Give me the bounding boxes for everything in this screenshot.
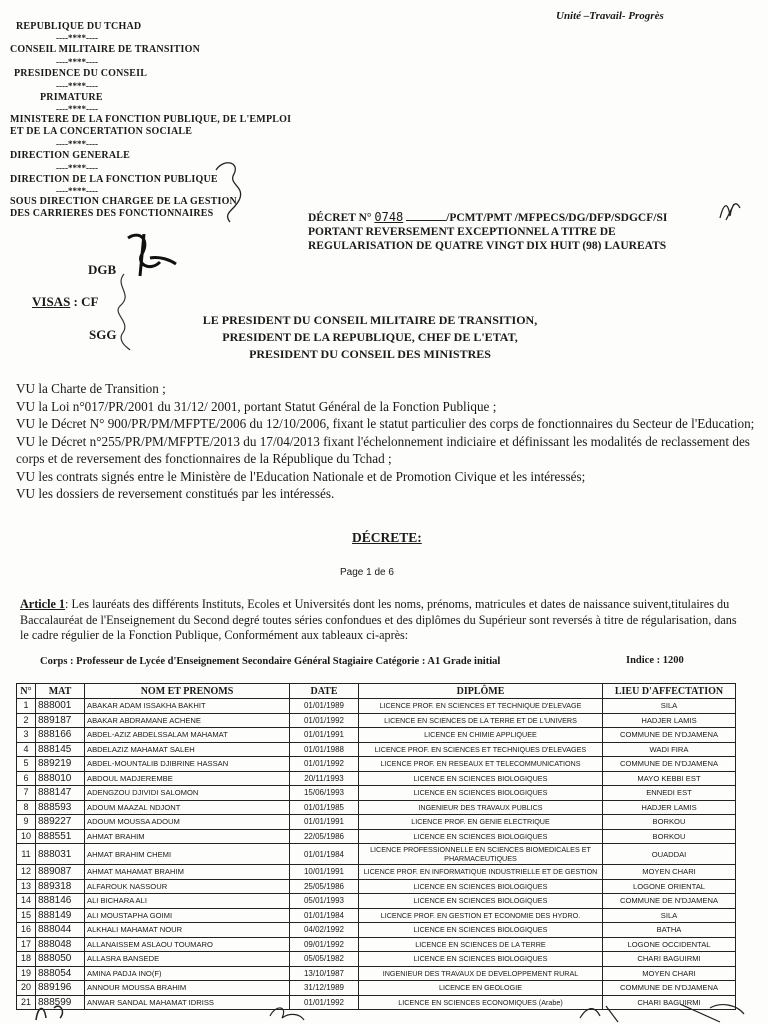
table-body [17,699,736,1010]
article-label: Article 1 [20,597,66,611]
president-line-1: LE PRESIDENT DU CONSEIL MILITAIRE DE TRANSITION, [202,313,538,327]
birth-date: 10/01/1991 [290,865,359,880]
vu-item: VU les contrats signés entre le Ministère de l'Education Nationale et de Promotion Civique et les intéressés; [16,468,586,484]
row-number: 17 [17,937,36,952]
full-name: ABAKAR ABDRAMANE ACHENE [85,713,290,728]
header-line: PRESIDENCE DU CONSEIL [14,68,148,79]
table-row [17,966,736,981]
full-name: ADOUM MAAZAL NDJONT [85,800,290,815]
table-row [17,908,736,923]
col-header-location: LIEU D'AFFECTATION [603,684,736,699]
matricule: 888146 [36,894,85,909]
sgg-label: SGG [89,327,117,342]
assignment-location: HADJER LAMIS [603,800,736,815]
assignment-location: MAYO KEBBI EST [603,771,736,786]
cf-label: : CF [73,294,99,309]
assignment-location: BATHA [603,923,736,938]
table-row [17,894,736,909]
header-line: REPUBLIQUE DU TCHAD [16,21,142,32]
president-line-2: PRESIDENT DE LA REPUBLIQUE, CHEF DE L'ETAT, [222,330,518,344]
decree-subtitle-2: REGULARISATION DE QUATRE VINGT DIX HUIT (98) LAUREATS [308,240,667,252]
row-number: 11 [17,844,36,865]
full-name: ABDEL-MOUNTALIB DJIBRINE HASSAN [85,757,290,772]
row-number: 6 [17,771,36,786]
matricule: 888147 [36,786,85,801]
birth-date: 01/01/1992 [290,995,359,1010]
dgb-label: DGB [88,262,117,277]
article-1 [20,597,748,644]
matricule: 889087 [36,865,85,880]
diploma: LICENCE EN SCIENCES DE LA TERRE ET DE L'UNIVERS [359,713,603,728]
birth-date: 15/06/1993 [290,786,359,801]
birth-date: 20/11/1993 [290,771,359,786]
diploma: LICENCE EN GEOLOGIE [359,981,603,996]
row-number: 3 [17,728,36,743]
diploma: LICENCE EN SCIENCES BIOLOGIQUES [359,894,603,909]
assignment-location: COMMUNE DE N'DJAMENA [603,894,736,909]
assignment-location: BORKOU [603,829,736,844]
row-number: 15 [17,908,36,923]
decree-label: DÉCRET N° [308,212,372,224]
header-line: ET DE LA CONCERTATION SOCIALE [10,126,193,137]
president-line-3: PRESIDENT DU CONSEIL DES MINISTRES [249,347,491,361]
header-separator: ----****---- [56,33,98,43]
header-separator: ----****---- [56,104,98,114]
decree-title [308,210,667,253]
matricule: 889219 [36,757,85,772]
full-name: ANNOUR MOUSSA BRAHIM [85,981,290,996]
table-row [17,923,736,938]
diploma: LICENCE PROF. EN GESTION ET ECONOMIE DES HYDRO. [359,908,603,923]
birth-date: 01/01/1985 [290,800,359,815]
row-number: 4 [17,742,36,757]
assignment-location: CHARI BAGUIRMI [603,952,736,967]
article-text: : Les lauréats des différents Instituts, Ecoles et Universités dont les noms, prénoms, matricules et dates de naissance suivent,titulaires du Baccalauréat de l'Enseignement du Second degré toutes séries confondues et des diplômes du Supérieur sont reversés à titre de régularisation, dans le cadre régulier de la Fonction Publique, Conformément aux tableaux ci-après: [20,597,737,642]
matricule: 888044 [36,923,85,938]
diploma: LICENCE PROFESSIONNELLE EN SCIENCES BIOMEDICALES ET PHARMACEUTIQUES [359,844,603,865]
full-name: AHMAT MAHAMAT BRAHIM [85,865,290,880]
diploma: INGENIEUR DES TRAVAUX PUBLICS [359,800,603,815]
assignment-location: BORKOU [603,815,736,830]
assignment-location: CHARI BAGUIRMI [603,995,736,1010]
full-name: ALLANAISSEM ASLAOU TOUMARO [85,937,290,952]
assignment-location: COMMUNE DE N'DJAMENA [603,757,736,772]
birth-date: 25/05/1986 [290,879,359,894]
matricule: 888031 [36,844,85,865]
table-row [17,865,736,880]
table-row [17,981,736,996]
full-name: AHMAT BRAHIM CHEMI [85,844,290,865]
matricule: 889187 [36,713,85,728]
full-name: AMINA PADJA INO(F) [85,966,290,981]
matricule: 888001 [36,699,85,714]
signature-top-right-icon [718,198,742,224]
diploma: LICENCE EN SCIENCES BIOLOGIQUES [359,879,603,894]
header-line: MINISTERE DE LA FONCTION PUBLIQUE, DE L'EMPLOI [10,114,292,125]
assignment-location: WADI FIRA [603,742,736,757]
diploma: LICENCE PROF. EN SCIENCES ET TECHNIQUE D'ELEVAGE [359,699,603,714]
full-name: ALKHALI MAHAMAT NOUR [85,923,290,938]
header-separator: ----****---- [56,57,98,67]
table-row [17,844,736,865]
diploma: LICENCE PROF. EN SCIENCES ET TECHNIQUES D'ELEVAGES [359,742,603,757]
col-header-mat: MAT [36,684,85,699]
header-separator: ----****---- [56,163,98,173]
table-row [17,829,736,844]
row-number: 16 [17,923,36,938]
decrete-heading: DÉCRETE: [352,530,422,545]
header-line: SOUS DIRECTION CHARGEE DE LA GESTION [10,196,237,207]
full-name: ALI BICHARA ALI [85,894,290,909]
table-row [17,771,736,786]
corps-line: Corps : Professeur de Lycée d'Enseignement Secondaire Général Stagiaire Catégorie : A1 Grade initial [40,656,501,667]
table-row [17,713,736,728]
table-row [17,937,736,952]
visas-word: VISAS [32,294,71,309]
matricule: 888050 [36,952,85,967]
assignment-location: MOYEN CHARI [603,865,736,880]
birth-date: 31/12/1989 [290,981,359,996]
table-row [17,952,736,967]
col-header-diploma: DIPLÔME [359,684,603,699]
birth-date: 13/10/1987 [290,966,359,981]
header-line: PRIMATURE [40,92,103,103]
row-number: 14 [17,894,36,909]
vu-list [16,380,766,503]
president-block [190,312,550,363]
table-row [17,786,736,801]
birth-date: 01/01/1988 [290,742,359,757]
full-name: ALLASRA BANSEDE [85,952,290,967]
row-number: 18 [17,952,36,967]
page-number: Page 1 de 6 [340,567,394,578]
signature-cf-icon [110,272,140,352]
indice-label: Indice : 1200 [626,655,684,666]
row-number: 2 [17,713,36,728]
matricule: 888048 [36,937,85,952]
row-number: 9 [17,815,36,830]
diploma: LICENCE EN SCIENCES ECONOMIQUES (Arabe) [359,995,603,1010]
assignment-location: LOGONE ORIENTAL [603,879,736,894]
full-name: AHMAT BRAHIM [85,829,290,844]
table-row [17,699,736,714]
col-header-date: DATE [290,684,359,699]
diploma: LICENCE PROF. EN RESEAUX ET TELECOMMUNICATIONS [359,757,603,772]
diploma: LICENCE EN CHIMIE APPLIQUEE [359,728,603,743]
row-number: 8 [17,800,36,815]
matricule: 889227 [36,815,85,830]
diploma: LICENCE EN SCIENCES BIOLOGIQUES [359,771,603,786]
diploma: LICENCE EN SCIENCES DE LA TERRE [359,937,603,952]
full-name: ABDELAZIZ MAHAMAT SALEH [85,742,290,757]
assignment-location: ENNEDI EST [603,786,736,801]
table-row [17,742,736,757]
birth-date: 05/01/1993 [290,894,359,909]
vu-item: VU la Charte de Transition ; [16,381,166,396]
table-row [17,815,736,830]
header-line: CONSEIL MILITAIRE DE TRANSITION [10,44,201,55]
row-number: 10 [17,829,36,844]
assignment-location: SILA [603,908,736,923]
birth-date: 01/01/1989 [290,699,359,714]
matricule: 889318 [36,879,85,894]
full-name: ALFAROUK NASSOUR [85,879,290,894]
row-number: 21 [17,995,36,1010]
assignment-location: SILA [603,699,736,714]
full-name: ABAKAR ADAM ISSAKHA BAKHIT [85,699,290,714]
diploma: INGENIEUR DES TRAVAUX DE DEVELOPPEMENT RURAL [359,966,603,981]
diploma: LICENCE PROF. EN GENIE ELECTRIQUE [359,815,603,830]
matricule: 888593 [36,800,85,815]
diploma: LICENCE EN SCIENCES BIOLOGIQUES [359,923,603,938]
vu-item: VU les dossiers de reversement constitués par les intéressés. [16,486,335,501]
signature-bottom-icon [20,998,760,1024]
birth-date: 04/02/1992 [290,923,359,938]
row-number: 20 [17,981,36,996]
matricule: 888166 [36,728,85,743]
decree-number: 0748 [374,210,404,224]
matricule: 888149 [36,908,85,923]
row-number: 1 [17,699,36,714]
diploma: LICENCE EN SCIENCES BIOLOGIQUES [359,786,603,801]
visas-label [32,294,98,310]
matricule: 888551 [36,829,85,844]
header-separator: ----****---- [56,186,98,196]
full-name: ABDOUL MADJEREMBE [85,771,290,786]
col-header-no: N° [17,684,36,699]
diploma: LICENCE EN SCIENCES BIOLOGIQUES [359,952,603,967]
full-name: ADOUM MOUSSA ADOUM [85,815,290,830]
birth-date: 05/05/1982 [290,952,359,967]
full-name: ABDEL-AZIZ ABDELSSALAM MAHAMAT [85,728,290,743]
birth-date: 01/01/1992 [290,713,359,728]
table-row [17,879,736,894]
row-number: 13 [17,879,36,894]
row-number: 5 [17,757,36,772]
assignment-location: OUADDAI [603,844,736,865]
col-header-name: NOM ET PRENOMS [85,684,290,699]
header-separator: ----****---- [56,139,98,149]
full-name: ADENGZOU DJIVIDI SALOMON [85,786,290,801]
diploma: LICENCE EN SCIENCES BIOLOGIQUES [359,829,603,844]
header-line: DES CARRIERES DES FONCTIONNAIRES [10,208,214,219]
matricule: 889196 [36,981,85,996]
header-separator: ----****---- [56,81,98,91]
matricule: 888145 [36,742,85,757]
birth-date: 01/01/1984 [290,844,359,865]
birth-date: 01/01/1984 [290,908,359,923]
matricule: 888599 [36,995,85,1010]
full-name: ALI MOUSTAPHA GOIMI [85,908,290,923]
signature-header-icon [210,156,250,226]
birth-date: 01/01/1992 [290,757,359,772]
assignment-location: MOYEN CHARI [603,966,736,981]
matricule: 888054 [36,966,85,981]
decree-subtitle-1: PORTANT REVERSEMENT EXCEPTIONNEL A TITRE DE [308,226,616,238]
birth-date: 01/01/1991 [290,815,359,830]
vu-item: VU le Décret N° 900/PR/PM/MFPTE/2006 du 12/10/2006, fixant le statut particulier des corps de fonctionnaires du Secteur de l'Education; [16,416,755,431]
assignment-location: COMMUNE DE N'DJAMENA [603,728,736,743]
header-line: DIRECTION DE LA FONCTION PUBLIQUE [10,174,218,185]
vu-item: VU le Décret n°255/PR/PM/MFPTE/2013 du 17/04/2013 fixant l'échelonnement indiciaire et définissant les modalités de reclassement des corps et de reversement des fonctionnaires de la République du Tchad ; [16,433,750,466]
row-number: 12 [17,865,36,880]
table-row [17,728,736,743]
laureates-table [16,683,736,1010]
matricule: 888010 [36,771,85,786]
birth-date: 01/01/1991 [290,728,359,743]
row-number: 7 [17,786,36,801]
assignment-location: HADJER LAMIS [603,713,736,728]
table-row [17,757,736,772]
assignment-location: LOGONE OCCIDENTAL [603,937,736,952]
vu-item: VU la Loi n°017/PR/2001 du 31/12/ 2001, portant Statut Général de la Fonction Publique ; [16,398,497,414]
table-row [17,800,736,815]
assignment-location: COMMUNE DE N'DJAMENA [603,981,736,996]
diploma: LICENCE PROF. EN INFORMATIQUE INDUSTRIELLE ET DE GESTION [359,865,603,880]
table-header-row [17,684,736,699]
full-name: ANWAR SANDAL MAHAMAT IDRISS [85,995,290,1010]
motto: Unité –Travail- Progrès [556,10,664,22]
header-line: DIRECTION GENERALE [10,150,131,161]
birth-date: 09/01/1992 [290,937,359,952]
decree-reference: /PCMT/PMT /MFPECS/DG/DFP/SDGCF/SI [446,212,668,224]
row-number: 19 [17,966,36,981]
birth-date: 22/05/1986 [290,829,359,844]
